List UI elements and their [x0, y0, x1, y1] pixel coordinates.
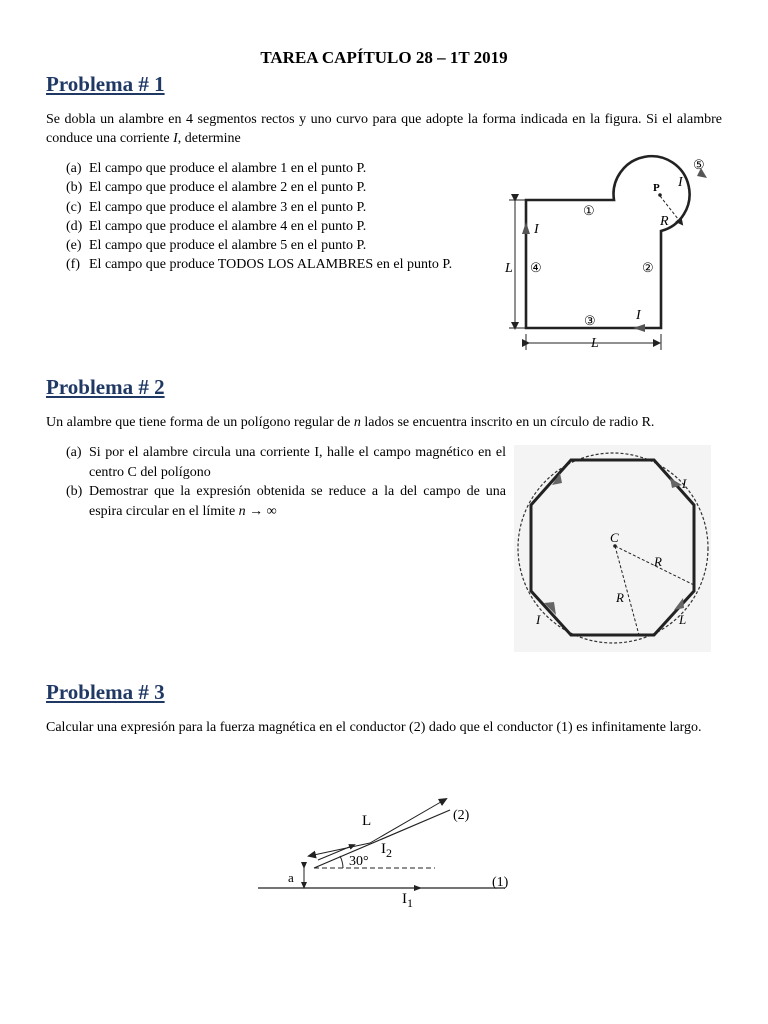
list-item — [66, 159, 452, 178]
item-text: El campo que produce el alambre 5 en el punto P. — [89, 238, 367, 254]
item-label: (c) — [66, 199, 82, 215]
problem-2-figure — [514, 445, 711, 652]
list-item — [66, 217, 452, 236]
angle-arc — [340, 856, 343, 868]
item-label: (a) — [66, 445, 82, 460]
problem-1-intro — [46, 110, 722, 148]
list-item — [66, 198, 452, 217]
conductor-2 — [314, 810, 450, 868]
label-current: I — [682, 476, 687, 491]
label-wire-5: ⑤ — [693, 157, 705, 172]
label-wire-2: ② — [642, 260, 654, 275]
label-center: C — [610, 530, 619, 545]
item-text: Si por el alambre circula una corriente I, halle el campo magnético en el centro C del polígono — [89, 445, 506, 480]
intro-text-end: , determine — [177, 131, 241, 146]
label-length-horizontal: L — [591, 336, 599, 351]
problem-2-intro — [46, 413, 722, 432]
label-length-vertical: L — [505, 261, 513, 276]
item-text: Demostrar que la expresión obtenida se reduce a la del campo de una espira circular en el límite — [89, 484, 506, 519]
intro-text-end: lados se encuentra inscrito en un círculo de radio R. — [360, 415, 655, 430]
page-title: TAREA CAPÍTULO 28 – 1T 2019 — [260, 48, 508, 67]
problem-3-figure — [250, 790, 525, 915]
current-subscript: 1 — [407, 896, 413, 910]
item-label: (d) — [66, 218, 83, 234]
label-current-left: I — [534, 222, 539, 237]
list-item — [66, 482, 506, 521]
item-label: (f) — [66, 257, 80, 273]
item-label: (b) — [66, 180, 83, 196]
label-wire-4: ④ — [530, 260, 542, 275]
length-arrow-up — [370, 799, 446, 843]
problem-2-heading: Problema # 2 — [46, 375, 165, 399]
item-text: El campo que produce el alambre 2 en el punto P. — [89, 180, 367, 196]
wire-loop — [526, 156, 690, 328]
problem-1-list — [66, 159, 452, 275]
item-text: El campo que produce el alambre 3 en el punto P. — [89, 199, 367, 215]
item-text: El campo que produce el alambre 4 en el punto P. — [89, 218, 367, 234]
problem-1-heading: Problema # 1 — [46, 72, 165, 96]
current-arrow-1 — [414, 885, 422, 891]
problem-3-text: Calcular una expresión para la fuerza magnética en el conductor (2) dado que el conductor (1) es infinitamente largo. — [46, 720, 702, 735]
current-symbol: I — [173, 131, 178, 146]
item-label: (a) — [66, 161, 82, 176]
n-symbol: n — [353, 415, 361, 430]
label-current-bottom: I — [636, 308, 641, 323]
list-item — [66, 255, 452, 274]
label-wire-3: ③ — [584, 313, 596, 328]
label-angle: 30° — [349, 854, 369, 869]
problem-1-figure — [495, 146, 725, 356]
problem-3-heading: Problema # 3 — [46, 680, 165, 704]
label-current-2 — [381, 841, 392, 860]
current-symbol: I — [381, 841, 386, 857]
label-side-length: L — [679, 612, 687, 627]
intro-text: Un alambre que tiene forma de un polígono regular de — [46, 415, 354, 430]
label-p: P — [653, 182, 660, 194]
item-label: (e) — [66, 238, 82, 254]
intro-text: Se dobla un alambre en 4 segmentos rectos y uno curvo para que adopte la forma indicada en la figura. Si el alambre conduce una corriente — [46, 112, 722, 146]
current-arrow-left — [522, 222, 530, 234]
label-length: L — [362, 813, 372, 829]
list-item — [66, 178, 452, 197]
item-text: El campo que produce TODOS LOS ALAMBRES en el punto P. — [89, 257, 453, 273]
label-radius: R — [660, 214, 669, 229]
label-conductor-1: (1) — [492, 875, 509, 890]
current-symbol: I — [402, 891, 407, 907]
list-item — [66, 443, 506, 482]
label-current-arc: I — [678, 175, 683, 190]
list-item — [66, 236, 452, 255]
item-text-wrap — [89, 482, 506, 521]
limit-expression: n → ∞ — [238, 503, 277, 519]
label-wire-1: ① — [583, 203, 595, 218]
current-subscript: 2 — [386, 846, 392, 860]
label-current-2: I — [536, 612, 541, 627]
current-arrow-bottom — [633, 324, 645, 332]
item-label: (b) — [66, 484, 83, 499]
label-current-1 — [402, 891, 413, 910]
label-conductor-2: (2) — [453, 808, 470, 823]
problem-2-list — [66, 443, 506, 521]
label-radius: R — [654, 554, 662, 569]
item-text: El campo que produce el alambre 1 en el punto P. — [89, 161, 367, 176]
label-separation: a — [288, 870, 294, 885]
label-radius-2: R — [616, 590, 624, 605]
